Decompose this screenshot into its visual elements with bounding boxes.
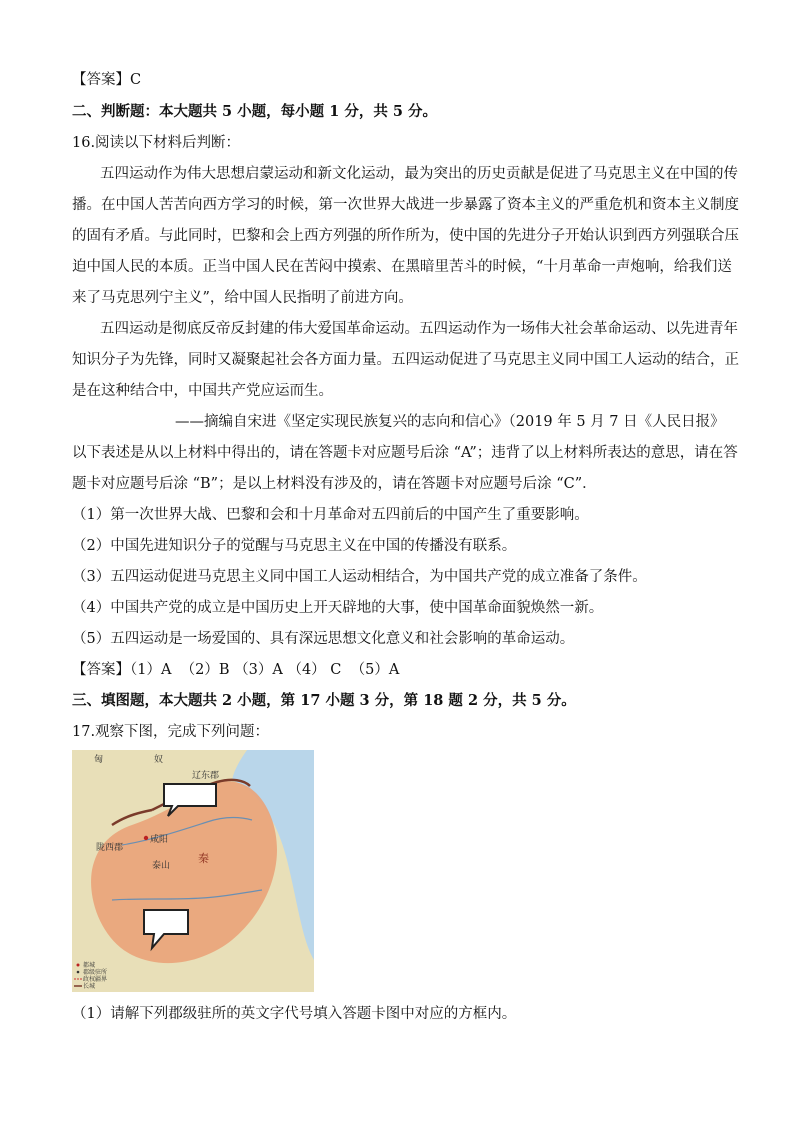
para2-line: 五四运动是彻底反帝反封建的伟大爱国革命运动。五四运动作为一场伟大社会革命运动、以先进青年 — [100, 321, 738, 337]
map-label-qin: 秦 — [198, 852, 209, 865]
statement-item: （1）第一次世界大战、巴黎和会和十月革命对五四前后的中国产生了重要影响。 — [72, 507, 589, 523]
section3-heading: 三、填图题，本大题共 2 小题，第 17 小题 3 分，第 18 题 2 分，共 5 分。 — [72, 692, 576, 709]
q17-stem: 17.观察下图，完成下列问题： — [72, 724, 270, 740]
map-label-mount: 泰山 — [152, 861, 171, 871]
instructions-line: 以下表述是从以上材料中得出的，请在答题卡对应题号后涂 “A”；违背了以上材料所表达的意思，请在答 — [72, 445, 738, 461]
statement-item: （2）中国先进知识分子的觉醒与马克思主义在中国的传播没有联系。 — [72, 538, 517, 554]
map-label-xiongnu-1: 匈 — [94, 755, 104, 765]
map-label-liaodong: 辽东郡 — [192, 771, 220, 781]
q17-sub1: （1）请解下列郡级驻所的英文字代号填入答题卡图中对应的方框内。 — [72, 1006, 517, 1022]
q16-stem: 16.阅读以下材料后判断： — [72, 135, 241, 151]
statement-item: （5）五四运动是一场爱国的、具有深远思想文化意义和社会影响的革命运动。 — [72, 631, 575, 647]
map-label-xianyang: 咸阳 — [150, 835, 169, 845]
source-citation: ——摘编自宋进《坚定实现民族复兴的志向和信心》（2019 年 5 月 7 日《人民日报》 — [175, 414, 725, 430]
para1-line: 迫中国人民的本质。正当中国人民在苦闷中摸索、在黑暗里苦斗的时候，“十月革命一声炮响，给我们送 — [72, 259, 732, 275]
answer-prev: 【答案】C — [72, 72, 142, 88]
legend-capital-icon — [77, 964, 80, 967]
para1-line: 来了马克思列宁主义”，给中国人民指明了前进方向。 — [72, 290, 413, 306]
statement-item: （3）五四运动促进马克思主义同中国工人运动相结合，为中国共产党的成立准备了条件。 — [72, 569, 647, 585]
para1-line: 播。在中国人苦苦向西方学习的时候，第一次世界大战进一步暴露了资本主义的严重危机和资本主义制度 — [72, 197, 739, 213]
map-label-xiongnu-2: 奴 — [154, 755, 164, 765]
para1-line: 的固有矛盾。与此同时，巴黎和会上西方列强的所作所为，使中国的先进分子开始认识到西方列强联合压 — [72, 228, 739, 244]
instructions-line: 题卡对应题号后涂 “B”；是以上材料没有涉及的，请在答题卡对应题号后涂 “C”． — [72, 476, 597, 492]
legend-item: 都城 — [83, 962, 96, 969]
legend-item: 长城 — [83, 983, 96, 990]
legend-item: 政权疆界 — [83, 976, 108, 983]
section2-heading: 二、判断题：本大题共 5 小题，每小题 1 分，共 5 分。 — [72, 103, 438, 120]
para1-line: 五四运动作为伟大思想启蒙运动和新文化运动，最为突出的历史贡献是促进了马克思主义在中国的传 — [100, 166, 738, 182]
answer-16: 【答案】（1）A （2）B （3）A （4） C （5）A — [72, 662, 400, 678]
capital-marker — [144, 836, 148, 840]
para2-line: 是在这种结合中，中国共产党应运而生。 — [72, 383, 333, 399]
map-label-longxi: 陇西郡 — [96, 843, 124, 853]
legend-commandery-icon — [77, 971, 80, 974]
qin-dynasty-map — [72, 750, 314, 992]
para2-line: 知识分子为先锋，同时又凝聚起社会各方面力量。五四运动促进了马克思主义同中国工人运动的结合，正 — [72, 352, 739, 368]
statement-item: （4）中国共产党的成立是中国历史上开天辟地的大事，使中国革命面貌焕然一新。 — [72, 600, 604, 616]
legend-item: 郡级驻所 — [83, 969, 108, 976]
